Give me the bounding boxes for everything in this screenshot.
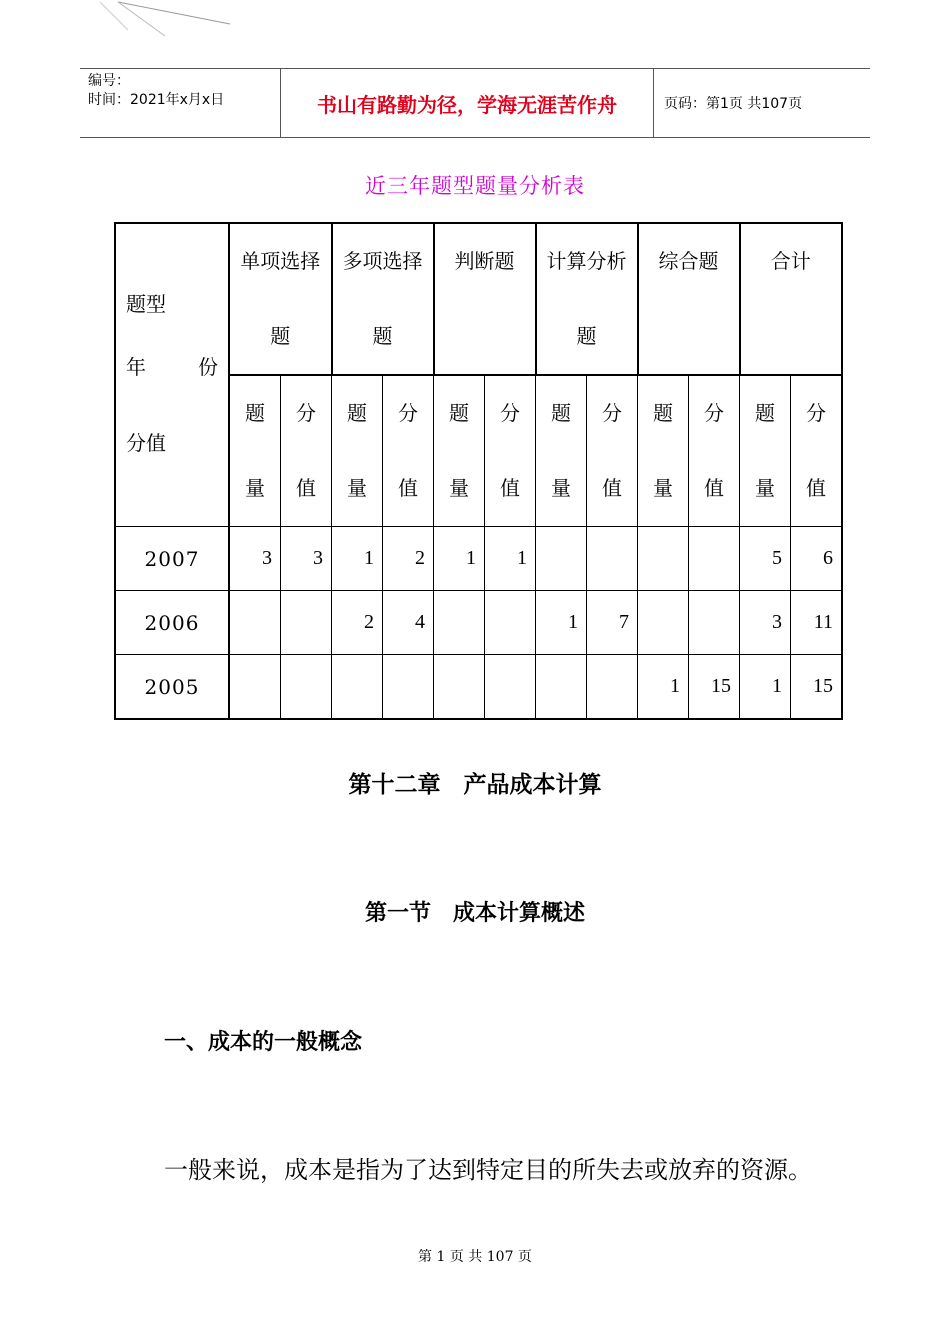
value-cell: 3: [281, 527, 332, 591]
table-row: [115, 591, 842, 655]
page-footer: 第 1 页 共 107 页: [418, 1249, 532, 1265]
subheader-label: 题量: [551, 401, 571, 500]
type-label: 多项选择题: [342, 249, 423, 348]
value-cell: 6: [791, 527, 843, 591]
subheader-count: [229, 375, 281, 527]
value-cell: [536, 655, 587, 720]
type-header: [434, 223, 536, 375]
value-cell: [281, 655, 332, 720]
type-header: [536, 223, 638, 375]
value-cell: 1: [434, 527, 485, 591]
question-stats-table: [114, 222, 843, 720]
subheader-label: 分值: [296, 401, 316, 500]
value-cell: 1: [332, 527, 383, 591]
subheader-score: [791, 375, 843, 527]
value-cell: 3: [740, 591, 791, 655]
corner-label-type: 题型: [126, 292, 166, 316]
subheader-count: [332, 375, 383, 527]
subheader-label: 分值: [500, 401, 520, 500]
value-cell: [536, 527, 587, 591]
subheader-label: 分值: [398, 401, 418, 500]
corner-label-score: 分值: [126, 431, 166, 455]
value-cell: 2: [332, 591, 383, 655]
value-cell: 5: [740, 527, 791, 591]
value-cell: 15: [791, 655, 843, 720]
body-paragraph: 一般来说，成本是指为了达到特定目的所失去或放弃的资源。: [164, 1156, 812, 1184]
year-cell: 2006: [115, 591, 229, 655]
subheader-label: 分值: [602, 401, 622, 500]
value-cell: 1: [485, 527, 536, 591]
subheader-label: 题量: [449, 401, 469, 500]
subheader-label: 分值: [704, 401, 724, 500]
type-label: 计算分析题: [546, 249, 627, 348]
subheader-score: [485, 375, 536, 527]
header-motto: 书山有路勤为径，学海无涯苦作舟: [281, 69, 654, 137]
value-cell: [281, 591, 332, 655]
value-cell: [638, 591, 689, 655]
subheader-score: [587, 375, 638, 527]
type-header: [229, 223, 332, 375]
value-cell: [638, 527, 689, 591]
subheader-count: [638, 375, 689, 527]
value-cell: [229, 655, 281, 720]
table-header-row: [115, 223, 842, 375]
subheader-label: 题量: [347, 401, 367, 500]
time-label: 时间：2021年x月x日: [88, 92, 225, 108]
subheader-label: 题量: [653, 401, 673, 500]
table-row: [115, 655, 842, 720]
header-page-info: 页码：第1页 共107页: [664, 96, 803, 112]
corner-decoration: [0, 0, 260, 60]
value-cell: [332, 655, 383, 720]
header-meta: [80, 69, 281, 137]
subheader-label: 分值: [806, 401, 826, 500]
corner-header-cell: [115, 223, 229, 527]
corner-label-year-a: 年: [126, 355, 146, 379]
value-cell: [485, 655, 536, 720]
value-cell: [434, 591, 485, 655]
value-cell: 11: [791, 591, 843, 655]
value-cell: 1: [536, 591, 587, 655]
subheader-label: 题量: [755, 401, 775, 500]
subsection-title: 一、成本的一般概念: [164, 1030, 363, 1055]
type-header: [638, 223, 740, 375]
value-cell: [689, 591, 740, 655]
value-cell: [434, 655, 485, 720]
page-header: [80, 68, 870, 138]
value-cell: [689, 527, 740, 591]
year-cell: 2007: [115, 527, 229, 591]
value-cell: 3: [229, 527, 281, 591]
value-cell: 7: [587, 591, 638, 655]
subheader-score: [689, 375, 740, 527]
subheader-count: [740, 375, 791, 527]
corner-label-year: [126, 351, 218, 380]
type-label: 合计: [770, 249, 811, 273]
value-cell: [587, 527, 638, 591]
value-cell: 4: [383, 591, 434, 655]
type-label: 单项选择题: [240, 249, 321, 348]
type-header: [740, 223, 843, 375]
subheader-score: [383, 375, 434, 527]
subheader-count: [536, 375, 587, 527]
value-cell: 1: [740, 655, 791, 720]
value-cell: [485, 591, 536, 655]
chapter-title: 第十二章 产品成本计算: [348, 772, 602, 798]
number-label: 编号：: [88, 73, 130, 89]
type-label: 判断题: [454, 249, 515, 273]
value-cell: 2: [383, 527, 434, 591]
table-row: [115, 527, 842, 591]
value-cell: [587, 655, 638, 720]
section-title: 第一节 成本计算概述: [364, 901, 585, 926]
value-cell: [229, 591, 281, 655]
type-header: [332, 223, 434, 375]
subheader-count: [434, 375, 485, 527]
value-cell: 1: [638, 655, 689, 720]
year-cell: 2005: [115, 655, 229, 720]
table-title: 近三年题型题量分析表: [365, 174, 585, 198]
type-label: 综合题: [658, 249, 719, 273]
subheader-score: [281, 375, 332, 527]
corner-label-year-b: 份: [198, 355, 218, 379]
value-cell: [383, 655, 434, 720]
subheader-label: 题量: [245, 401, 265, 500]
value-cell: 15: [689, 655, 740, 720]
